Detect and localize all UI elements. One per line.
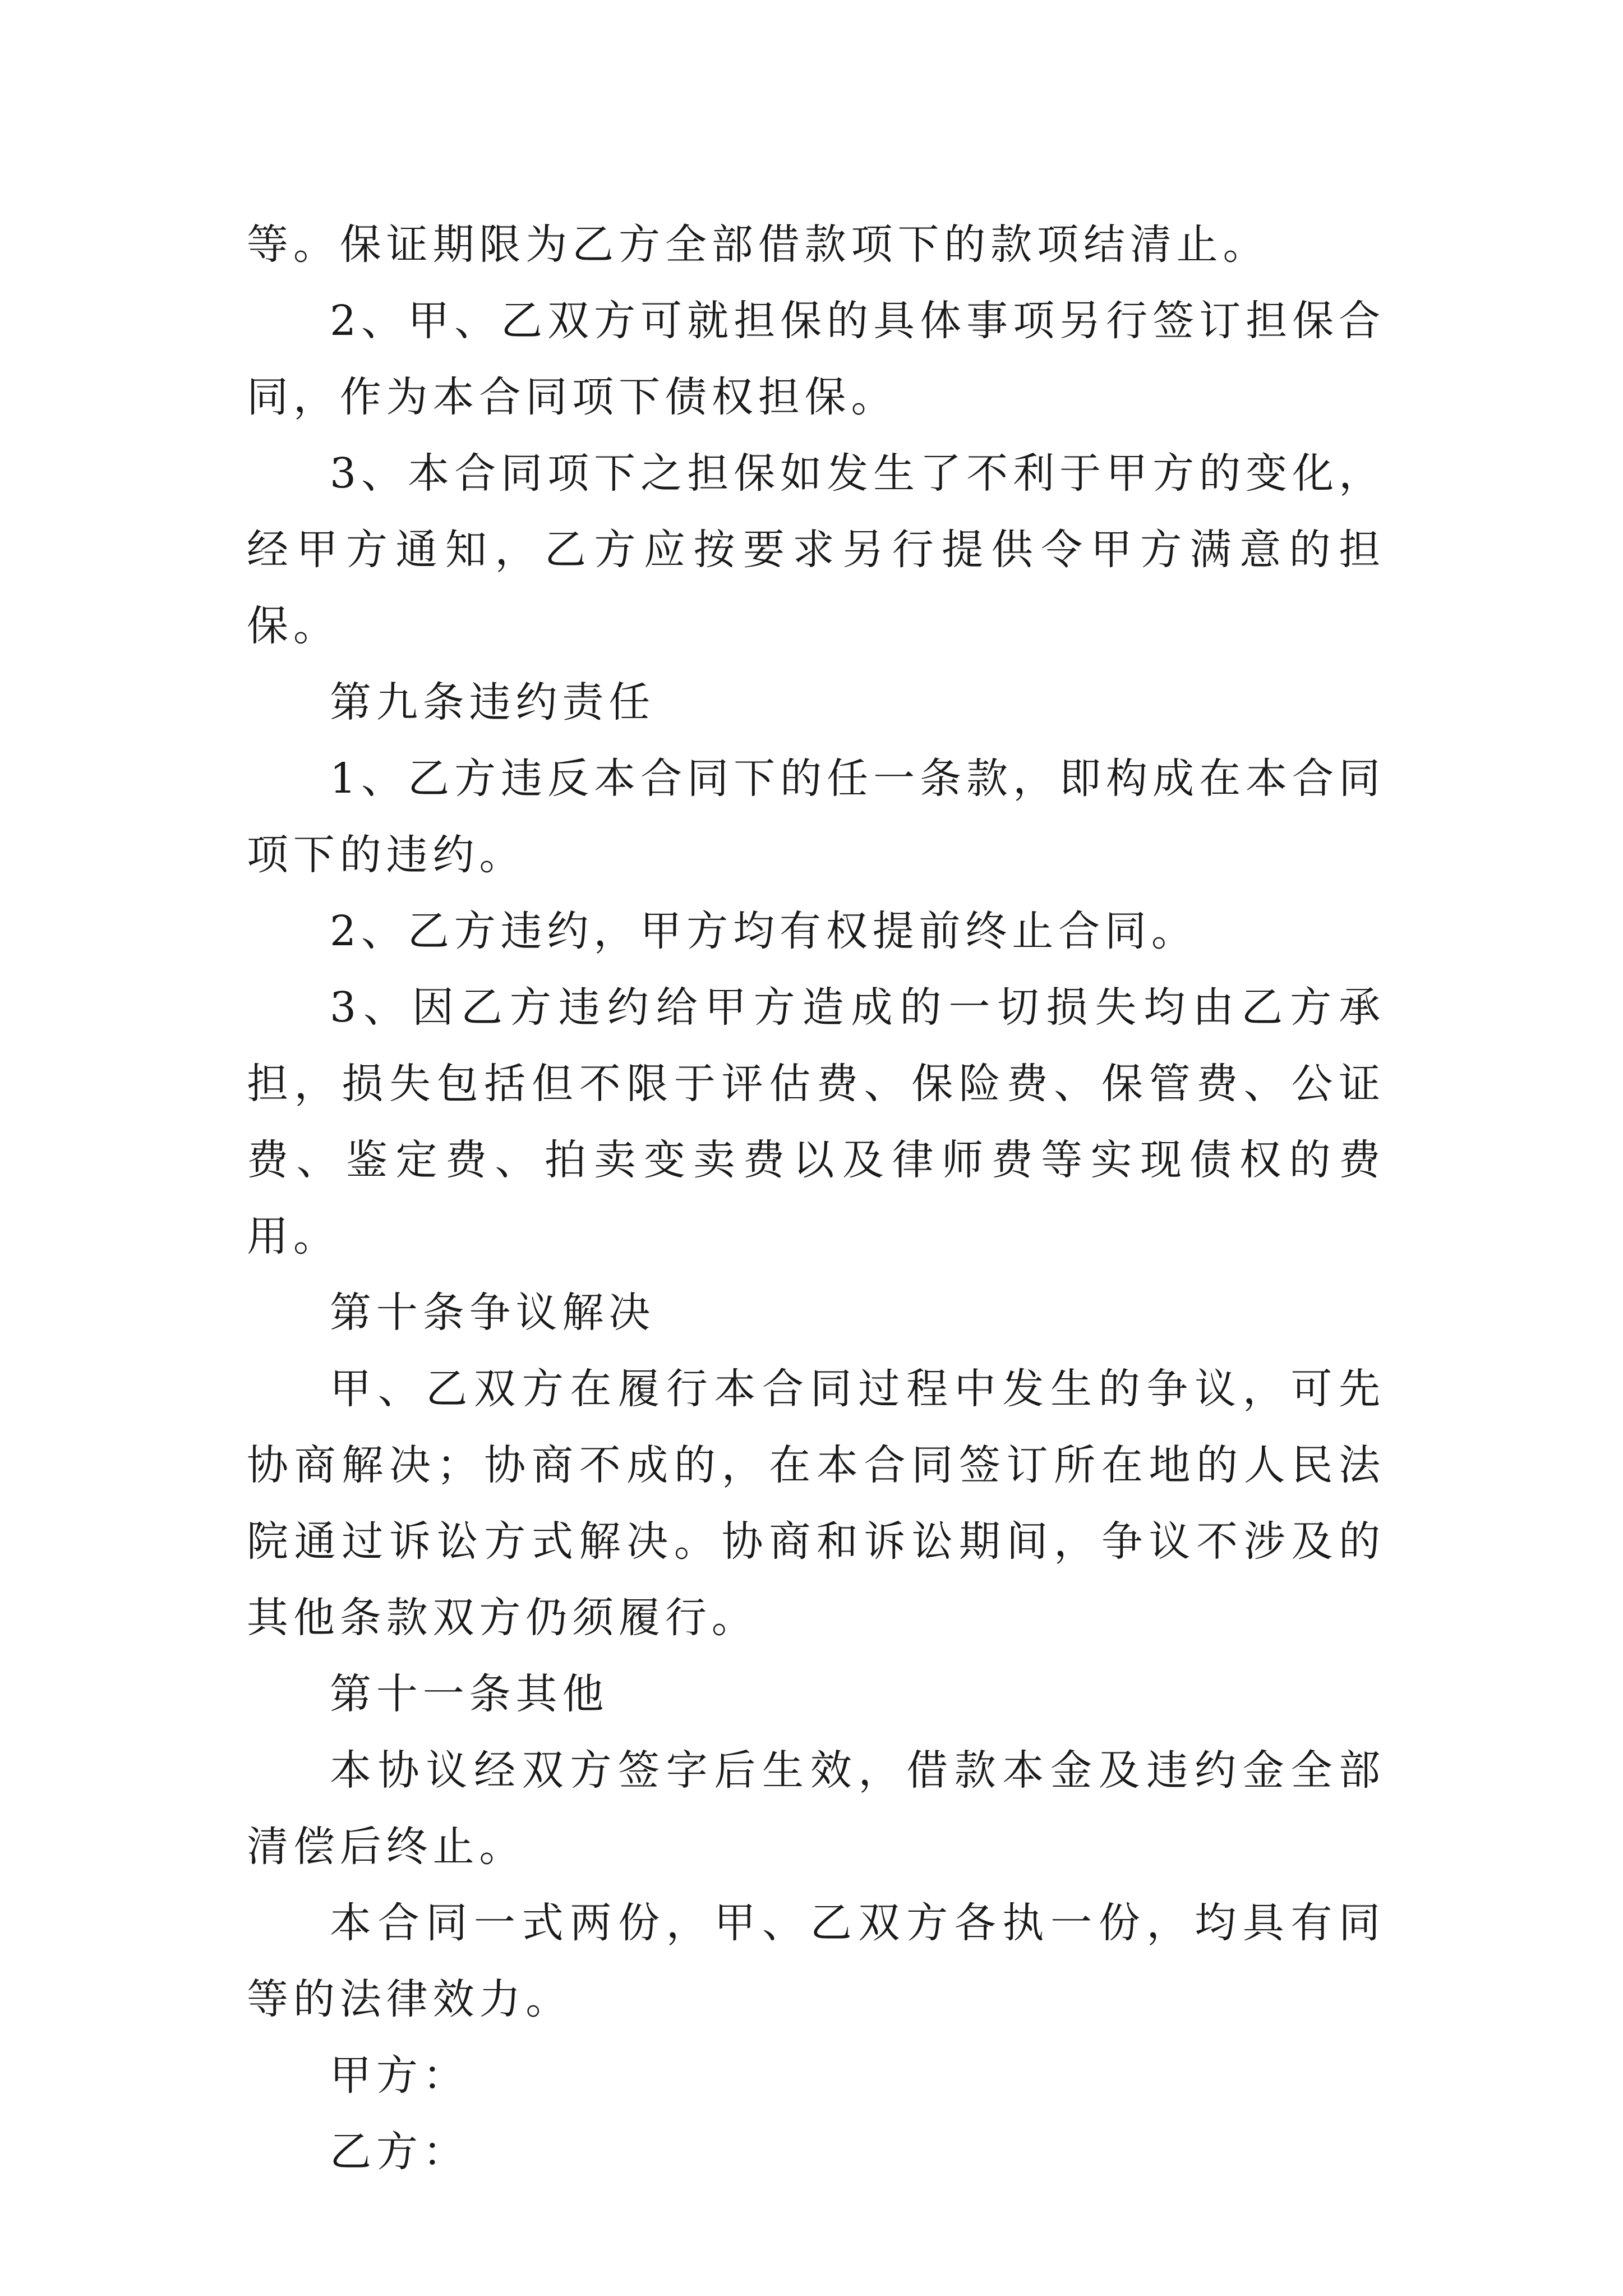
signature-party-b: 乙方：	[330, 2128, 469, 2176]
heading-article-10: 第十条争议解决	[330, 1289, 656, 1337]
paragraph-guarantee-change: 3、本合同项下之担保如发生了不利于甲方的变化，经甲方通知，乙方应按要求另行提供令甲方满意的担保。	[247, 449, 1385, 650]
paragraph-guarantee-period: 等。保证期限为乙方全部借款项下的款项结清止。	[247, 220, 1270, 269]
paragraph-dispute-resolution: 甲、乙双方在履行本合同过程中发生的争议，可先协商解决；协商不成的，在本合同签订所在地的人民法院通过诉讼方式解决。协商和诉讼期间，争议不涉及的其他条款双方仍须履行。	[247, 1365, 1385, 1642]
heading-article-11: 第十一条其他	[330, 1670, 609, 1718]
paragraph-breach-termination: 2、乙方违约，甲方均有权提前终止合同。	[330, 907, 1198, 955]
paragraph-breach-losses: 3、因乙方违约给甲方造成的一切损失均由乙方承担，损失包括但不限于评估费、保险费、保管费、公证费、鉴定费、拍卖变卖费以及律师费等实现债权的费用。	[247, 983, 1385, 1260]
heading-article-9: 第九条违约责任	[330, 678, 656, 726]
paragraph-guarantee-contract: 2、甲、乙双方可就担保的具体事项另行签订担保合同，作为本合同项下债权担保。	[247, 297, 1385, 421]
paragraph-effectiveness: 本协议经双方签字后生效，借款本金及违约金全部清偿后终止。	[247, 1746, 1385, 1871]
signature-party-a: 甲方：	[330, 2051, 469, 2100]
paragraph-copies: 本合同一式两份，甲、乙双方各执一份，均具有同等的法律效力。	[247, 1899, 1385, 2023]
document-body	[247, 206, 1385, 2190]
paragraph-breach-definition: 1、乙方违反本合同下的任一条款，即构成在本合同项下的违约。	[247, 754, 1385, 879]
